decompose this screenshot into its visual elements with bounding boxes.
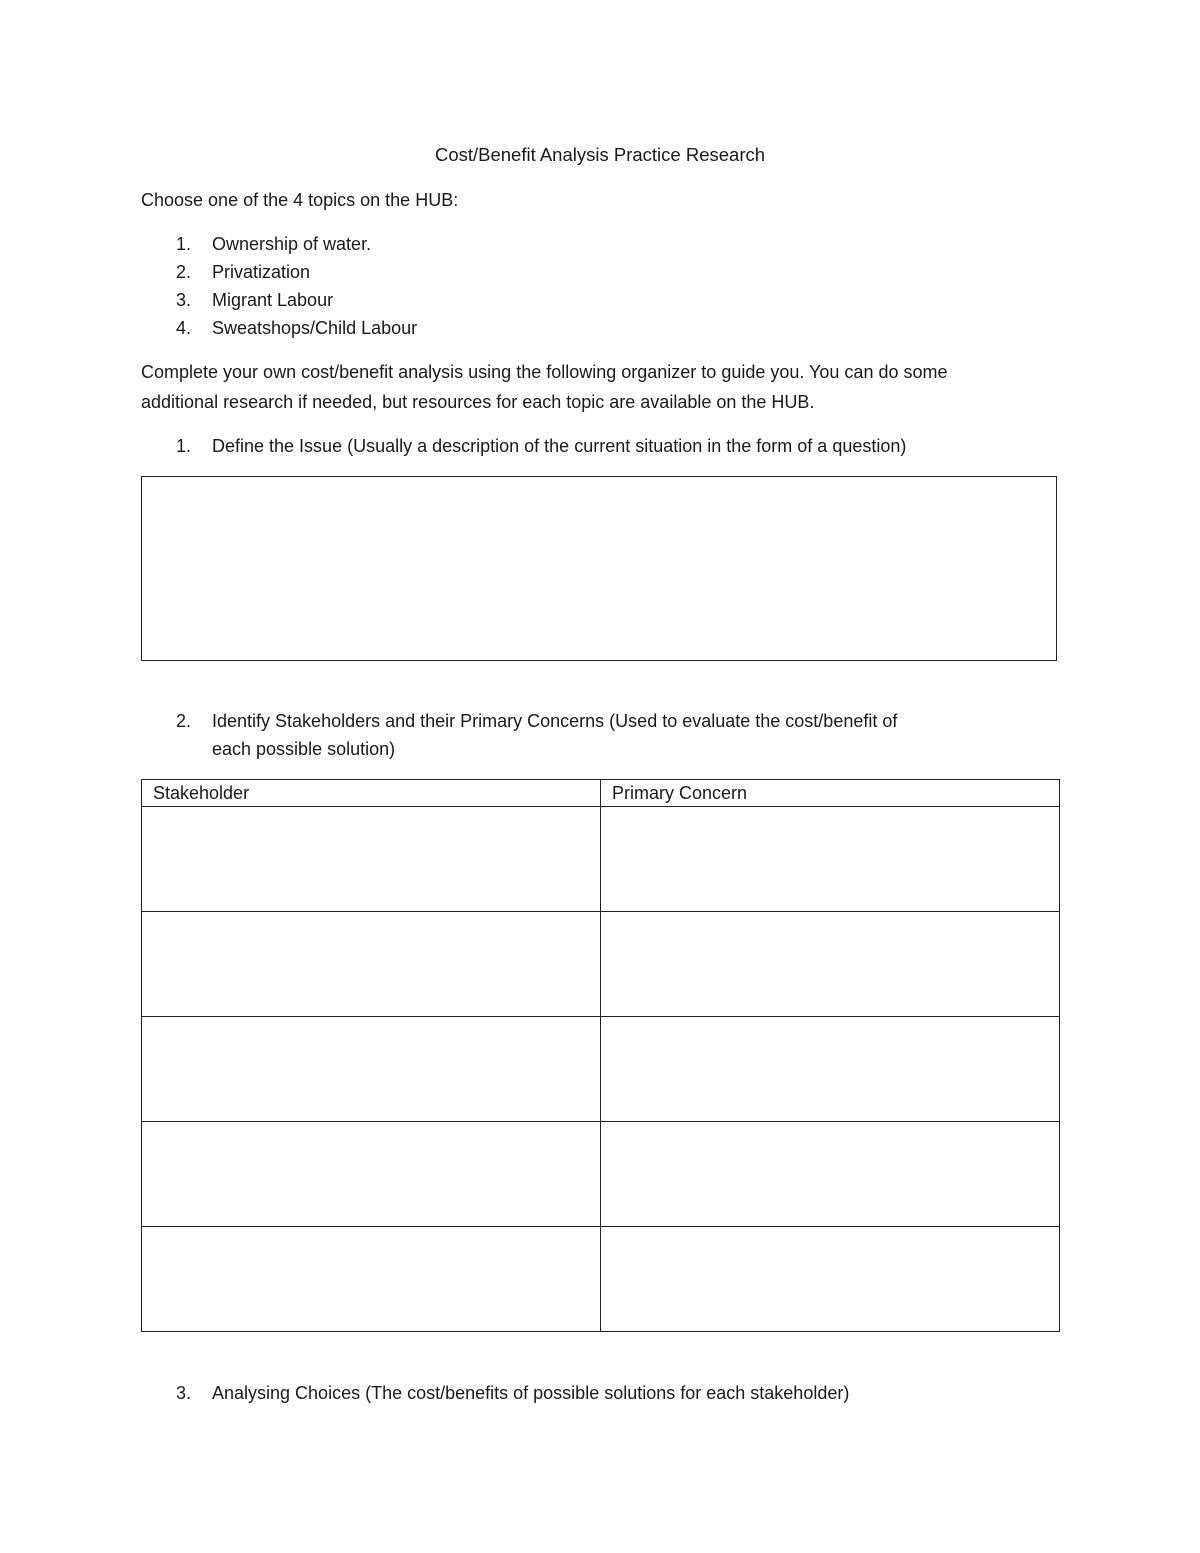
stakeholder-table	[141, 779, 1060, 1332]
page-title: Cost/Benefit Analysis Practice Research	[434, 144, 766, 165]
primary-concern-cell[interactable]	[601, 807, 1060, 912]
table-header-row	[142, 780, 1060, 807]
column-header-primary-concern: Primary Concern	[601, 780, 1060, 807]
stakeholder-cell[interactable]	[142, 1122, 601, 1227]
step-3-number: 3.	[176, 1383, 192, 1403]
topic-number: 1.	[176, 234, 192, 254]
stakeholder-cell[interactable]	[142, 807, 601, 912]
step-2-label-line-1: Identify Stakeholders and their Primary Concerns (Used to evaluate the cost/benefit of	[212, 711, 898, 731]
primary-concern-cell[interactable]	[601, 1122, 1060, 1227]
stakeholder-cell[interactable]	[142, 1227, 601, 1332]
primary-concern-cell[interactable]	[601, 1017, 1060, 1122]
topic-number: 4.	[176, 318, 192, 338]
topic-item: Privatization	[212, 262, 311, 282]
table-row	[142, 1122, 1060, 1227]
step-2-number: 2.	[176, 711, 192, 731]
step-1-label: Define the Issue (Usually a description of the current situation in the form of a question)	[212, 436, 907, 456]
instructions-line-1: Complete your own cost/benefit analysis using the following organizer to guide you. You can do some	[141, 362, 948, 382]
topic-number: 2.	[176, 262, 192, 282]
choose-prompt: Choose one of the 4 topics on the HUB:	[141, 190, 459, 210]
step-2-label-line-2: each possible solution)	[212, 739, 396, 759]
table-row	[142, 1017, 1060, 1122]
table-row	[142, 807, 1060, 912]
column-header-stakeholder: Stakeholder	[142, 780, 601, 807]
topic-item: Sweatshops/Child Labour	[212, 318, 418, 338]
primary-concern-cell[interactable]	[601, 1227, 1060, 1332]
stakeholder-cell[interactable]	[142, 1017, 601, 1122]
topic-item: Ownership of water.	[212, 234, 372, 254]
table-row	[142, 912, 1060, 1017]
stakeholder-cell[interactable]	[142, 912, 601, 1017]
primary-concern-cell[interactable]	[601, 912, 1060, 1017]
instructions-line-2: additional research if needed, but resources for each topic are available on the HUB.	[141, 392, 815, 412]
step-1-number: 1.	[176, 436, 192, 456]
topic-number: 3.	[176, 290, 192, 310]
step-3-label: Analysing Choices (The cost/benefits of possible solutions for each stakeholder)	[212, 1383, 850, 1403]
table-row	[142, 1227, 1060, 1332]
define-issue-box[interactable]	[141, 476, 1057, 661]
topic-item: Migrant Labour	[212, 290, 334, 310]
